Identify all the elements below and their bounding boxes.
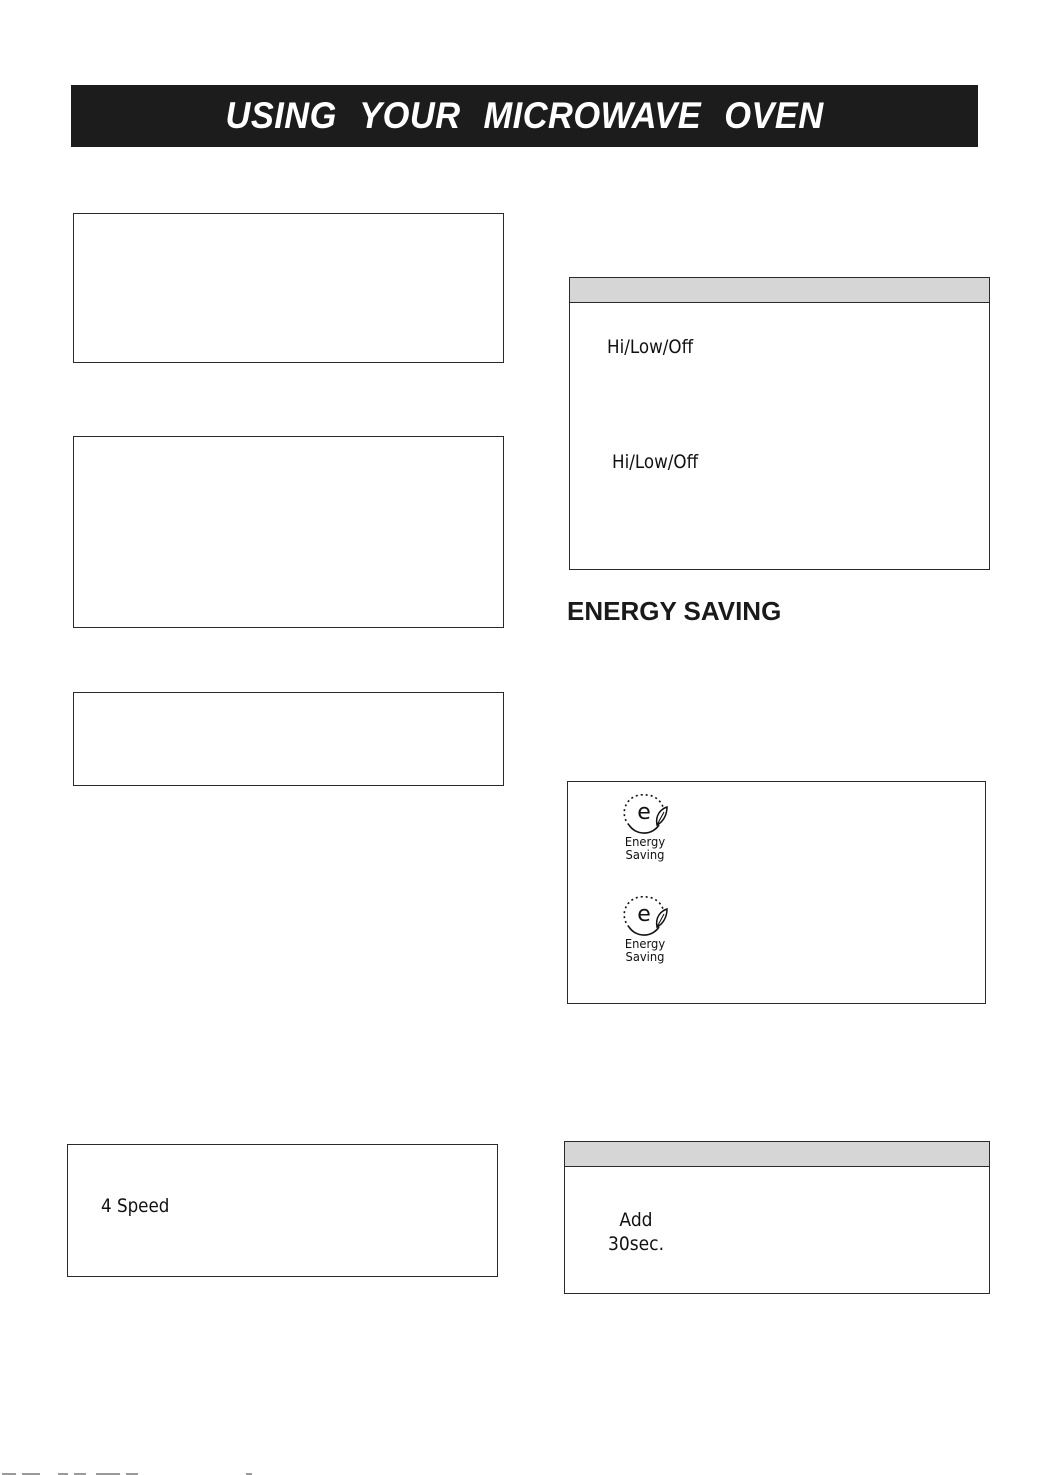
info-box-1 [73, 213, 504, 363]
vent-box [569, 277, 990, 570]
vent-key-label-2: Hi/Low/Off [612, 451, 699, 473]
energy-saving-box [567, 781, 986, 1004]
svg-text:e: e [637, 902, 651, 927]
energy-saving-icon-2 [615, 893, 675, 963]
add-label-line2: 30sec. [607, 1233, 665, 1255]
add-label-line1: Add [619, 1209, 653, 1231]
add-30sec-key-label [605, 1208, 668, 1256]
footer-scan-artifact [0, 1466, 260, 1475]
info-box-3 [73, 692, 504, 786]
energy-saving-leaf-icon [619, 791, 671, 835]
info-box-2 [73, 436, 504, 628]
energy-saving-caption-line1: Energy [624, 936, 666, 951]
vent-box-header [570, 278, 989, 303]
energy-saving-leaf-icon [619, 893, 671, 937]
svg-text:e: e [637, 800, 651, 825]
energy-saving-heading: ENERGY SAVING [567, 596, 782, 626]
energy-saving-icon-1 [615, 791, 675, 861]
page-title: USING YOUR MICROWAVE OVEN [225, 95, 824, 136]
energy-saving-caption-line2: Saving [625, 847, 665, 862]
page-title-bar [71, 85, 978, 147]
speed-box [67, 1144, 498, 1277]
energy-saving-caption-line1: Energy [624, 834, 666, 849]
energy-saving-caption-line2: Saving [625, 949, 665, 964]
add-30sec-box-header [565, 1142, 989, 1167]
add-30sec-box [564, 1141, 990, 1294]
speed-key-label: 4 Speed [101, 1195, 170, 1217]
vent-key-label-1: Hi/Low/Off [607, 336, 694, 358]
